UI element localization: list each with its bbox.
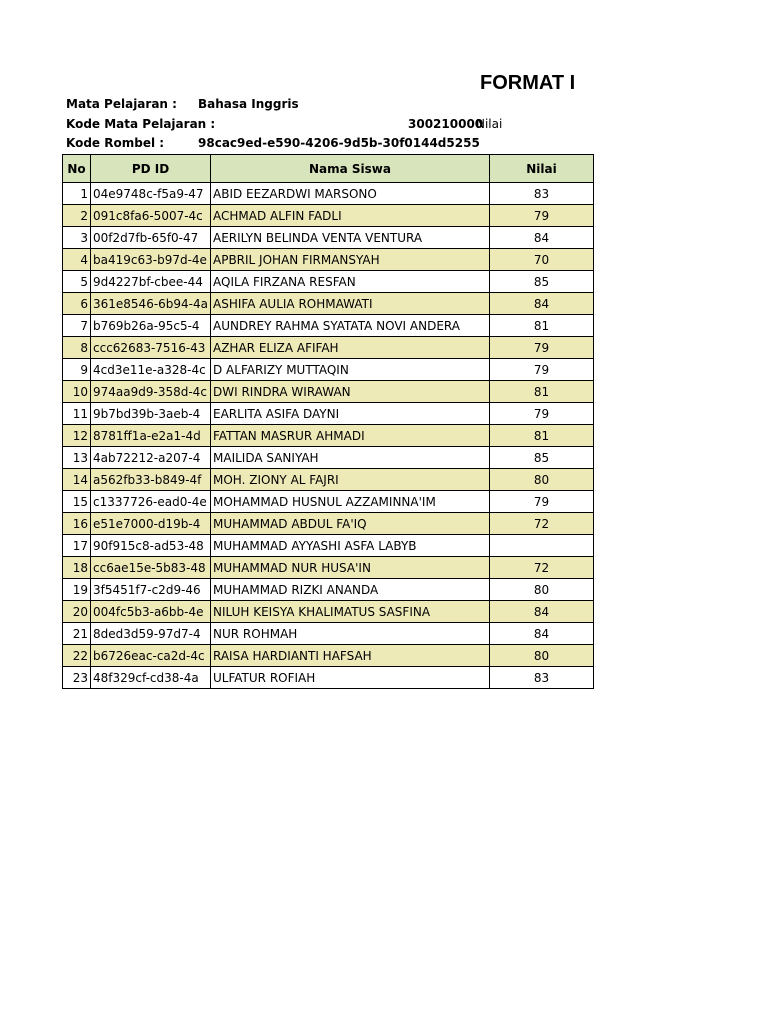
cell-nama-siswa[interactable]: AERILYN BELINDA VENTA VENTURA <box>211 227 490 249</box>
cell-pd-id[interactable]: a562fb33-b849-4f <box>91 469 211 491</box>
cell-nama-siswa[interactable]: ABID EEZARDWI MARSONO <box>211 183 490 205</box>
table-row <box>63 293 594 315</box>
cell-pd-id[interactable]: 8ded3d59-97d7-4 <box>91 623 211 645</box>
cell-nilai[interactable]: 80 <box>490 579 594 601</box>
cell-no[interactable]: 7 <box>63 315 91 337</box>
rombel-label: Kode Rombel : <box>66 136 165 150</box>
cell-pd-id[interactable]: 48f329cf-cd38-4a <box>91 667 211 689</box>
table-row <box>63 227 594 249</box>
table-row <box>63 513 594 535</box>
cell-nama-siswa[interactable]: APBRIL JOHAN FIRMANSYAH <box>211 249 490 271</box>
cell-nama-siswa[interactable]: MOHAMMAD HUSNUL AZZAMINNA'IM <box>211 491 490 513</box>
cell-nama-siswa[interactable]: MUHAMMAD ABDUL FA'IQ <box>211 513 490 535</box>
subject-code-value: 300210000 <box>408 117 484 131</box>
table-row <box>63 381 594 403</box>
cell-nama-siswa[interactable]: MUHAMMAD RIZKI ANANDA <box>211 579 490 601</box>
cell-nilai[interactable]: 85 <box>490 447 594 469</box>
cell-nama-siswa[interactable]: NUR ROHMAH <box>211 623 490 645</box>
table-row <box>63 535 594 557</box>
cell-nama-siswa[interactable]: ACHMAD ALFIN FADLI <box>211 205 490 227</box>
cell-no[interactable]: 16 <box>63 513 91 535</box>
cell-nama-siswa[interactable]: FATTAN MASRUR AHMADI <box>211 425 490 447</box>
cell-pd-id[interactable]: 361e8546-6b94-4a <box>91 293 211 315</box>
rombel-value: 98cac9ed-e590-4206-9d5b-30f0144d5255 <box>198 136 480 150</box>
subject-code-label: Kode Mata Pelajaran : <box>66 117 216 131</box>
table-row <box>63 557 594 579</box>
cell-nilai[interactable] <box>490 535 594 557</box>
cell-nilai[interactable]: 72 <box>490 557 594 579</box>
cell-nama-siswa[interactable]: AQILA FIRZANA RESFAN <box>211 271 490 293</box>
cell-nama-siswa[interactable]: MOH. ZIONY AL FAJRI <box>211 469 490 491</box>
cell-nama-siswa[interactable]: NILUH KEISYA KHALIMATUS SASFINA <box>211 601 490 623</box>
column-header-nilai: Nilai <box>490 155 594 183</box>
cell-nilai[interactable]: 79 <box>490 205 594 227</box>
cell-nama-siswa[interactable]: DWI RINDRA WIRAWAN <box>211 381 490 403</box>
cell-no[interactable]: 13 <box>63 447 91 469</box>
table-row <box>63 447 594 469</box>
table-body <box>63 183 594 689</box>
subject-code-note: Nilai <box>476 117 503 131</box>
table-row <box>63 623 594 645</box>
cell-nama-siswa[interactable]: MUHAMMAD AYYASHI ASFA LABYB <box>211 535 490 557</box>
grades-table <box>62 154 594 689</box>
cell-pd-id[interactable]: 8781ff1a-e2a1-4d <box>91 425 211 447</box>
cell-no[interactable]: 4 <box>63 249 91 271</box>
cell-nilai[interactable]: 79 <box>490 403 594 425</box>
cell-no[interactable]: 6 <box>63 293 91 315</box>
cell-nilai[interactable]: 72 <box>490 513 594 535</box>
table-header-row <box>63 155 594 183</box>
cell-nama-siswa[interactable]: AUNDREY RAHMA SYATATA NOVI ANDERA <box>211 315 490 337</box>
cell-no[interactable]: 3 <box>63 227 91 249</box>
cell-nilai[interactable]: 81 <box>490 425 594 447</box>
table-row <box>63 601 594 623</box>
cell-pd-id[interactable]: 4ab72212-a207-4 <box>91 447 211 469</box>
cell-nama-siswa[interactable]: RAISA HARDIANTI HAFSAH <box>211 645 490 667</box>
table-row <box>63 315 594 337</box>
cell-nilai[interactable]: 84 <box>490 601 594 623</box>
cell-nilai[interactable]: 84 <box>490 293 594 315</box>
cell-pd-id[interactable]: ba419c63-b97d-4e <box>91 249 211 271</box>
cell-no[interactable]: 5 <box>63 271 91 293</box>
cell-nilai[interactable]: 81 <box>490 315 594 337</box>
cell-pd-id[interactable]: 3f5451f7-c2d9-46 <box>91 579 211 601</box>
cell-pd-id[interactable]: 9d4227bf-cbee-44 <box>91 271 211 293</box>
column-header-no: No <box>63 155 91 183</box>
column-header-pd-id: PD ID <box>91 155 211 183</box>
table-row <box>63 205 594 227</box>
cell-pd-id[interactable]: 974aa9d9-358d-4c <box>91 381 211 403</box>
cell-nama-siswa[interactable]: ULFATUR ROFIAH <box>211 667 490 689</box>
subject-label: Mata Pelajaran : <box>66 97 177 111</box>
cell-nama-siswa[interactable]: AZHAR ELIZA AFIFAH <box>211 337 490 359</box>
cell-nama-siswa[interactable]: MAILIDA SANIYAH <box>211 447 490 469</box>
cell-no[interactable]: 19 <box>63 579 91 601</box>
cell-no[interactable]: 22 <box>63 645 91 667</box>
table-row <box>63 249 594 271</box>
column-header-nama-siswa: Nama Siswa <box>211 155 490 183</box>
table-row <box>63 425 594 447</box>
table-row <box>63 579 594 601</box>
table-row <box>63 403 594 425</box>
table-row <box>63 667 594 689</box>
cell-nilai[interactable]: 84 <box>490 623 594 645</box>
cell-nilai[interactable]: 80 <box>490 645 594 667</box>
cell-nilai[interactable]: 84 <box>490 227 594 249</box>
cell-pd-id[interactable]: 04e9748c-f5a9-47 <box>91 183 211 205</box>
cell-nama-siswa[interactable]: D ALFARIZY MUTTAQIN <box>211 359 490 381</box>
table-row <box>63 183 594 205</box>
table-row <box>63 469 594 491</box>
cell-pd-id[interactable]: e51e7000-d19b-4 <box>91 513 211 535</box>
cell-nilai[interactable]: 70 <box>490 249 594 271</box>
table-row <box>63 271 594 293</box>
cell-no[interactable]: 11 <box>63 403 91 425</box>
cell-pd-id[interactable]: b769b26a-95c5-4 <box>91 315 211 337</box>
cell-no[interactable]: 23 <box>63 667 91 689</box>
cell-no[interactable]: 21 <box>63 623 91 645</box>
cell-pd-id[interactable]: ccc62683-7516-43 <box>91 337 211 359</box>
page-title: FORMAT I <box>480 72 576 94</box>
cell-nilai[interactable]: 81 <box>490 381 594 403</box>
cell-pd-id[interactable]: cc6ae15e-5b83-48 <box>91 557 211 579</box>
cell-pd-id[interactable]: 4cd3e11e-a328-4c <box>91 359 211 381</box>
table-row <box>63 645 594 667</box>
cell-nilai[interactable]: 79 <box>490 491 594 513</box>
cell-no[interactable]: 18 <box>63 557 91 579</box>
cell-no[interactable]: 20 <box>63 601 91 623</box>
cell-no[interactable]: 9 <box>63 359 91 381</box>
cell-nama-siswa[interactable]: EARLITA ASIFA DAYNI <box>211 403 490 425</box>
cell-no[interactable]: 12 <box>63 425 91 447</box>
cell-no[interactable]: 1 <box>63 183 91 205</box>
cell-nilai[interactable]: 80 <box>490 469 594 491</box>
table-row <box>63 491 594 513</box>
cell-pd-id[interactable]: c1337726-ead0-4e <box>91 491 211 513</box>
table-row <box>63 337 594 359</box>
cell-no[interactable]: 14 <box>63 469 91 491</box>
cell-nilai[interactable]: 79 <box>490 359 594 381</box>
cell-no[interactable]: 17 <box>63 535 91 557</box>
cell-no[interactable]: 8 <box>63 337 91 359</box>
cell-nilai[interactable]: 79 <box>490 337 594 359</box>
table-row <box>63 359 594 381</box>
cell-pd-id[interactable]: 90f915c8-ad53-48 <box>91 535 211 557</box>
cell-no[interactable]: 2 <box>63 205 91 227</box>
cell-nilai[interactable]: 83 <box>490 667 594 689</box>
cell-no[interactable]: 15 <box>63 491 91 513</box>
cell-nama-siswa[interactable]: ASHIFA AULIA ROHMAWATI <box>211 293 490 315</box>
subject-value: Bahasa Inggris <box>198 97 299 111</box>
cell-pd-id[interactable]: 004fc5b3-a6bb-4e <box>91 601 211 623</box>
cell-nilai[interactable]: 83 <box>490 183 594 205</box>
cell-pd-id[interactable]: b6726eac-ca2d-4c <box>91 645 211 667</box>
cell-nama-siswa[interactable]: MUHAMMAD NUR HUSA'IN <box>211 557 490 579</box>
cell-pd-id[interactable]: 00f2d7fb-65f0-47 <box>91 227 211 249</box>
cell-pd-id[interactable]: 9b7bd39b-3aeb-4 <box>91 403 211 425</box>
cell-nilai[interactable]: 85 <box>490 271 594 293</box>
cell-pd-id[interactable]: 091c8fa6-5007-4c <box>91 205 211 227</box>
cell-no[interactable]: 10 <box>63 381 91 403</box>
